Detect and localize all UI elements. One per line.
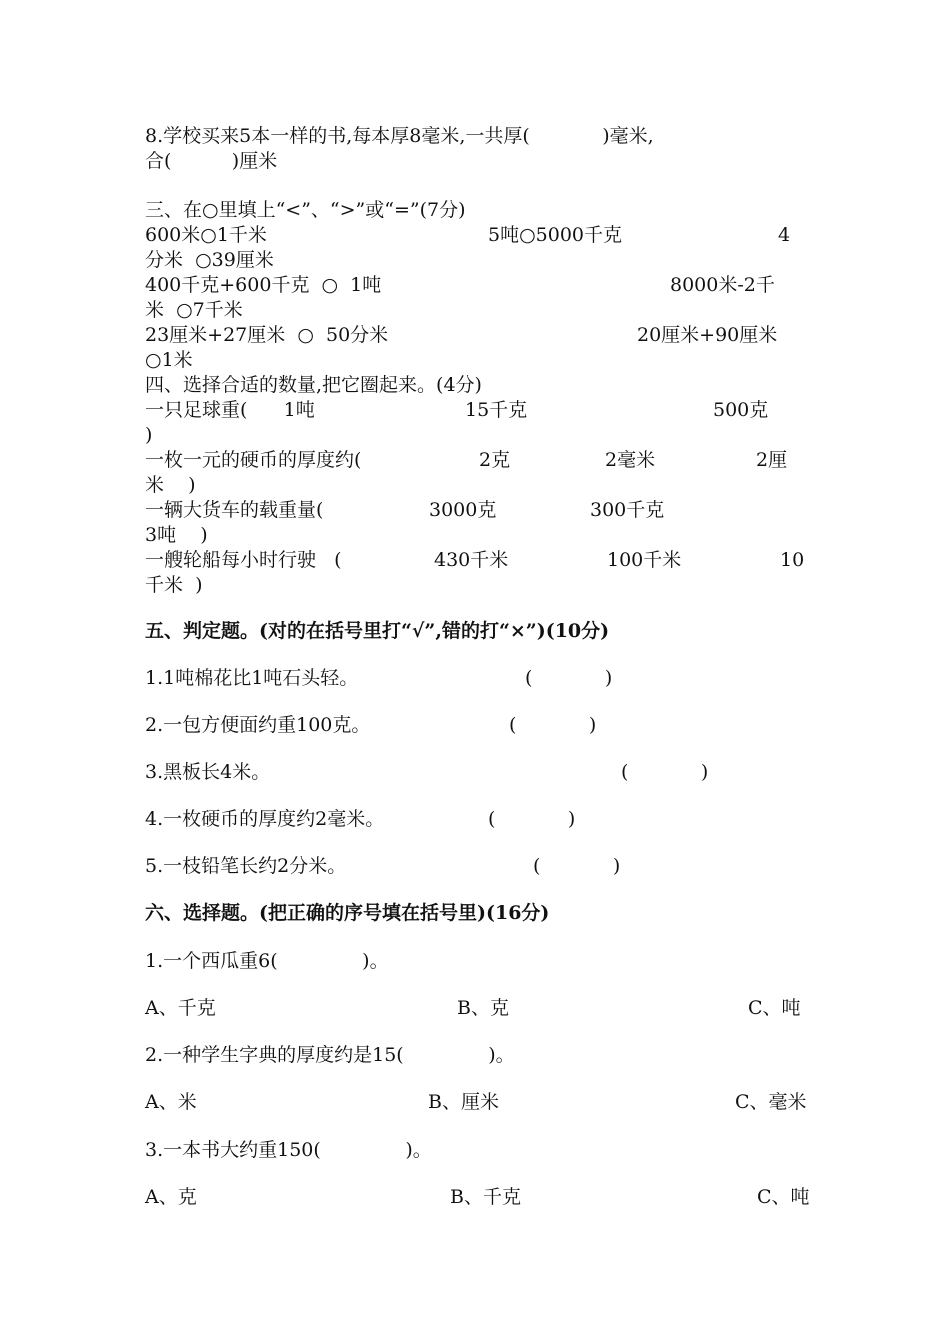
section5-title: 五、判定题。(对的在括号里打“√”,错的打“×”)(10分): [145, 620, 610, 642]
q8-line2: 合( )厘米: [145, 150, 278, 172]
compare-item-6: 23厘米+27厘米 ○ 50分米: [145, 324, 389, 346]
section4-item3-close: 3吨 ): [145, 524, 208, 546]
compare-item-7-start: 20厘米+90厘米: [637, 324, 778, 346]
compare-item-3-start: 4: [778, 224, 791, 246]
item3-option-a: 3000克: [429, 499, 497, 521]
item1-question: 一只足球重( 1吨: [145, 399, 315, 421]
judge-item-text: 3.黑板长4米。: [145, 761, 271, 783]
item4-option-c: 10: [780, 549, 805, 571]
judge-item-4: [145, 807, 802, 832]
item3-option-b: 300千克: [590, 499, 665, 521]
choice-options-1: [145, 996, 802, 1021]
choice-options-2: [145, 1090, 807, 1115]
option-c[interactable]: C、吨: [748, 997, 801, 1019]
judge-item-1: [145, 666, 802, 691]
judge-item-text: 5.一枝铅笔长约2分米。: [145, 855, 347, 877]
judge-item-text: 1.1吨棉花比1吨石头轻。: [145, 667, 359, 689]
option-b[interactable]: B、克: [457, 997, 509, 1019]
item2-option-c: 2厘: [756, 449, 788, 471]
option-a[interactable]: A、米: [145, 1091, 197, 1113]
section3-row2: 分米 ○39厘米: [145, 249, 274, 271]
item4-option-b: 100千米: [607, 549, 682, 571]
choice-question-3: 3.一本书大约重150( )。: [145, 1139, 432, 1161]
judge-item-2: [145, 713, 802, 738]
section3-row4: 米 ○7千米: [145, 299, 243, 321]
section3-row6: ○1米: [145, 349, 193, 371]
judge-item-text: 2.一包方便面约重100克。: [145, 714, 371, 736]
option-b[interactable]: B、厘米: [428, 1091, 499, 1113]
answer-parentheses[interactable]: ( ): [621, 761, 709, 783]
choice-options-3: [145, 1185, 810, 1210]
section4-title: 四、选择合适的数量,把它圈起来。(4分): [145, 374, 482, 396]
item2-option-b: 2毫米: [605, 449, 656, 471]
option-a[interactable]: A、千克: [145, 997, 216, 1019]
judge-item-3: [145, 760, 802, 785]
item2-option-a: 2克: [479, 449, 511, 471]
section3-row1: [145, 223, 802, 248]
option-b[interactable]: B、千克: [450, 1186, 521, 1208]
compare-item-4: 400千克+600千克 ○ 1吨: [145, 274, 382, 296]
section6-title: 六、选择题。(把正确的序号填在括号里)(16分): [145, 902, 550, 924]
item1-option-b: 15千克: [465, 399, 528, 421]
answer-parentheses[interactable]: ( ): [488, 808, 576, 830]
section3-row3: [145, 273, 802, 298]
item4-option-a: 430千米: [434, 549, 509, 571]
item2-question: 一枚一元的硬币的厚度约(: [145, 449, 362, 471]
choice-question-1: 1.一个西瓜重6( )。: [145, 950, 389, 972]
section4-item1-close: ): [145, 424, 153, 446]
section4-item4: [145, 548, 805, 573]
section3-title: 三、在○里填上“<”、“>”或“=”(7分): [145, 199, 466, 221]
item1-option-c: 500克: [713, 399, 769, 421]
judge-item-text: 4.一枚硬币的厚度约2毫米。: [145, 808, 385, 830]
compare-item-1: 600米○1千米: [145, 224, 267, 246]
compare-item-5-start: 8000米-2千: [670, 274, 775, 296]
answer-parentheses[interactable]: ( ): [533, 855, 621, 877]
judge-item-5: [145, 854, 802, 879]
answer-parentheses[interactable]: ( ): [525, 667, 613, 689]
compare-item-2: 5吨○5000千克: [488, 224, 623, 246]
section3-row5: [145, 323, 802, 348]
option-c[interactable]: C、吨: [757, 1186, 810, 1208]
option-a[interactable]: A、克: [145, 1186, 197, 1208]
item4-question: 一艘轮船每小时行驶 (: [145, 549, 342, 571]
section4-item3: [145, 498, 802, 523]
item3-question: 一辆大货车的载重量(: [145, 499, 324, 521]
q8-line1: 8.学校买来5本一样的书,每本厚8毫米,一共厚( )毫米,: [145, 125, 654, 147]
section4-item2-close: 米 ): [145, 474, 196, 496]
section4-item2: [145, 448, 802, 473]
choice-question-2: 2.一种学生字典的厚度约是15( )。: [145, 1044, 515, 1066]
section4-item1: [145, 398, 802, 423]
section4-item4-close: 千米 ): [145, 574, 203, 596]
option-c[interactable]: C、毫米: [735, 1091, 807, 1113]
answer-parentheses[interactable]: ( ): [509, 714, 597, 736]
